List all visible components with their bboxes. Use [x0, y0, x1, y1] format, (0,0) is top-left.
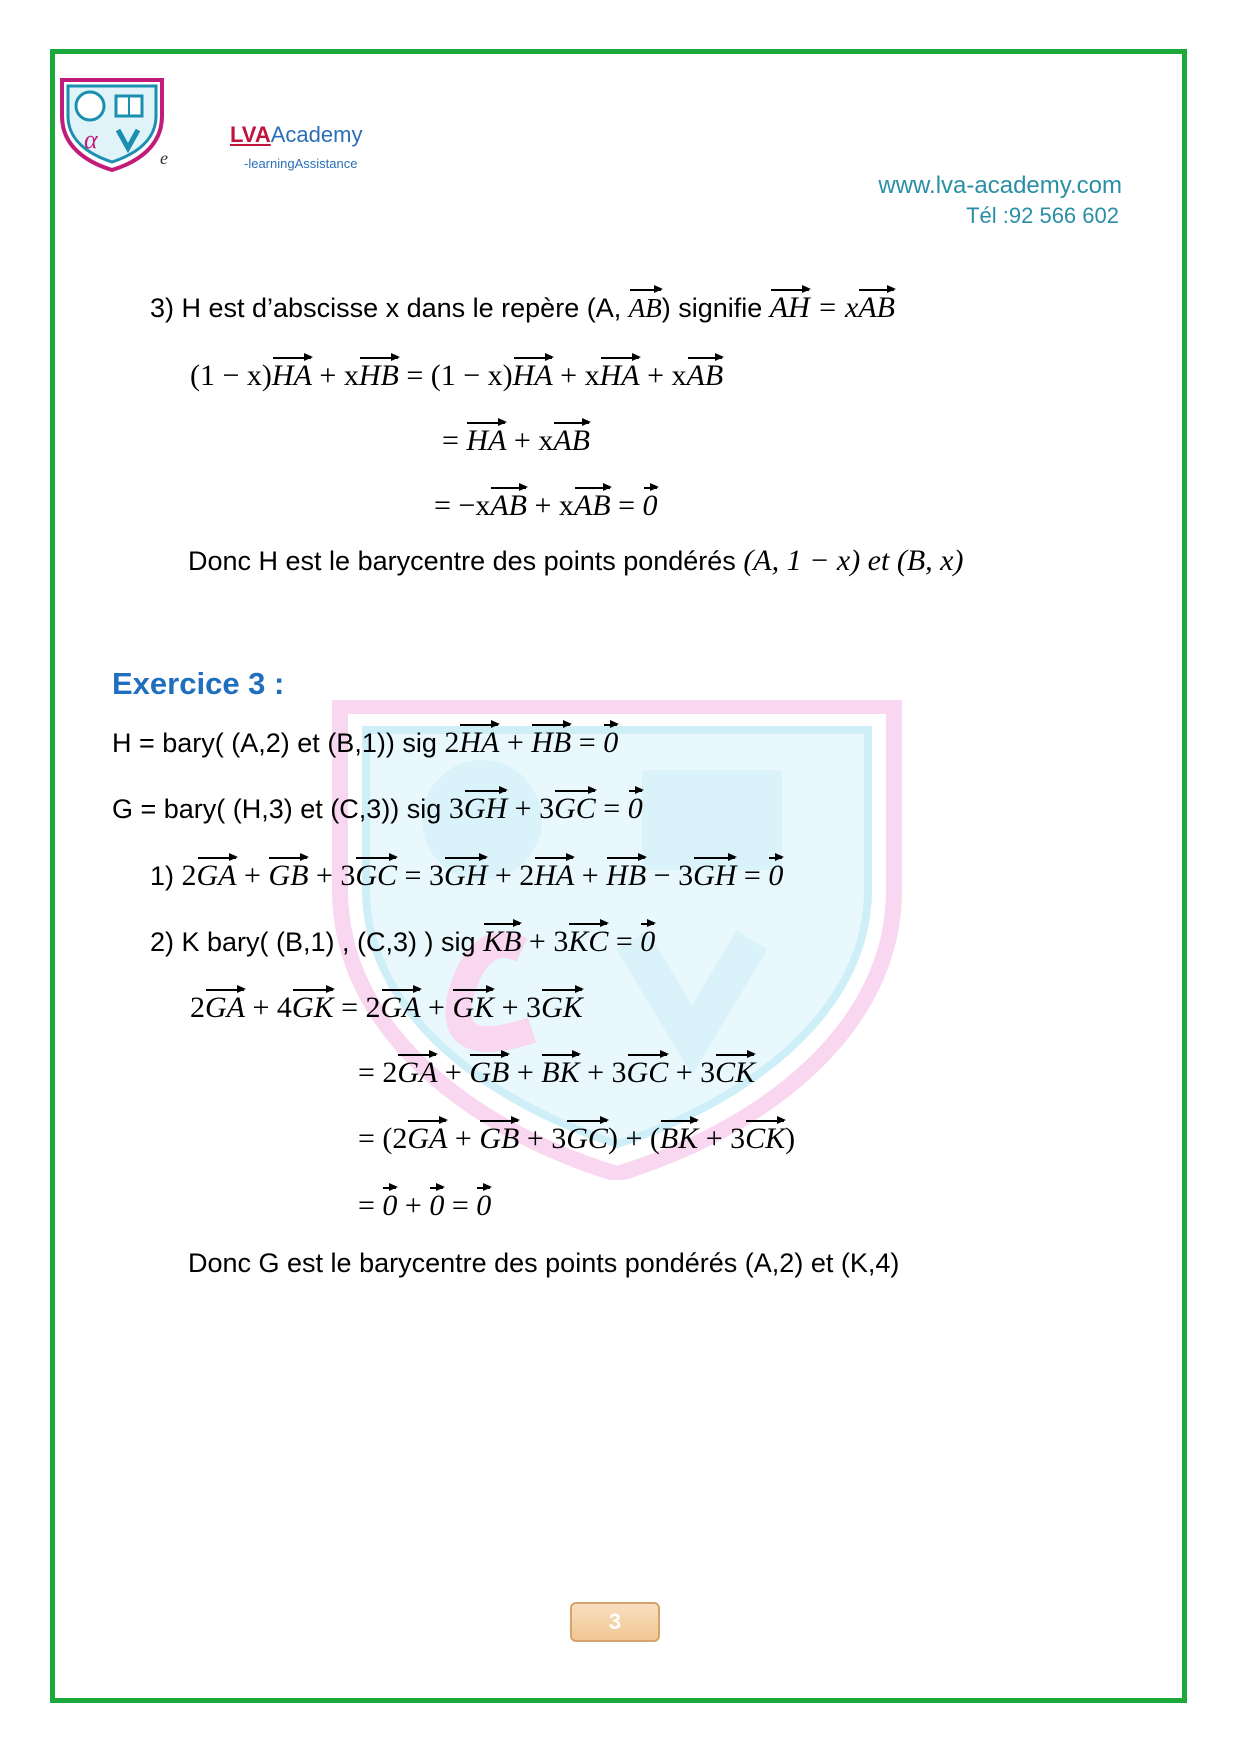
eq-part: +	[574, 859, 607, 892]
vector: 0	[643, 485, 658, 523]
eq-part: +	[437, 1056, 470, 1089]
vector: HA	[272, 355, 312, 393]
equation-line-3	[434, 485, 658, 523]
g-definition	[112, 788, 643, 826]
vector: 0	[429, 1185, 444, 1223]
eq-part: + 3	[521, 925, 569, 958]
part3-conclusion	[188, 544, 963, 578]
eq-part: + 3	[579, 1056, 627, 1089]
vector: AB	[490, 485, 527, 523]
part3-intro	[150, 287, 895, 325]
eq-part: − 3	[646, 859, 694, 892]
vector: AB	[629, 287, 662, 325]
step-line-4	[358, 1185, 491, 1223]
vector: GK	[541, 987, 583, 1025]
vector: HA	[513, 355, 553, 393]
vector: GC	[355, 855, 397, 893]
eq-part: = 3	[397, 859, 444, 892]
question-number: 1)	[150, 861, 182, 891]
eq-part: =	[595, 792, 628, 825]
eq-part: 2	[181, 859, 197, 892]
eq-part: +	[499, 726, 532, 759]
eq-part: =	[736, 859, 769, 892]
vector: AB	[574, 485, 611, 523]
intro-mid: ) signifie	[661, 293, 770, 323]
vector: GC	[627, 1052, 669, 1090]
vector: AH	[770, 287, 810, 325]
eq-part: + x	[639, 359, 687, 392]
question-1	[150, 855, 783, 893]
vector: GA	[397, 1052, 437, 1090]
eq-part: + 3	[308, 859, 356, 892]
eq-part: =	[444, 1189, 477, 1222]
brand-tagline: -learningAssistance	[244, 156, 358, 171]
eq-part: ) + (	[607, 1122, 660, 1155]
phone-number: Tél :92 566 602	[966, 203, 1119, 228]
vector: GK	[452, 987, 494, 1025]
vector: GB	[479, 1118, 519, 1156]
step-line-1	[190, 987, 583, 1025]
eq-part: =	[571, 726, 604, 759]
page-number-badge: 3	[570, 1602, 660, 1642]
vector: HB	[359, 355, 399, 393]
eq-part: +	[236, 859, 269, 892]
eq-part: = 2	[333, 991, 381, 1024]
eq-part: + 4	[245, 991, 292, 1024]
vector: KC	[568, 921, 608, 959]
eq-part: 3	[448, 792, 464, 825]
vector: GH	[464, 788, 507, 826]
eq-part: = 2	[358, 1056, 398, 1089]
equation-line-1	[190, 355, 723, 393]
def-text: G = bary( (H,3) et (C,3)) sig	[112, 794, 449, 824]
vector: HA	[459, 722, 499, 760]
vector: HA	[600, 355, 640, 393]
eq-part: + 3	[519, 1122, 567, 1155]
eq-part: =	[608, 925, 641, 958]
vector: GA	[381, 987, 421, 1025]
eq-part: )	[785, 1122, 796, 1155]
brand-academy: Academy	[270, 122, 363, 147]
question-text: 2) K bary( (B,1) , (C,3) ) sig	[150, 927, 484, 957]
vector: GC	[566, 1118, 608, 1156]
exercise3-conclusion: Donc G est le barycentre des points pondérés (A,2) et (K,4)	[188, 1248, 900, 1278]
vector: 0	[628, 788, 643, 826]
conclusion-text: Donc H est le barycentre des points pondérés	[188, 546, 744, 576]
eq-part: + 3	[507, 792, 555, 825]
vector: AB	[553, 420, 590, 458]
brand-name	[230, 122, 362, 148]
website-link[interactable]: www.lva-academy.com	[878, 172, 1122, 199]
vector: 0	[768, 855, 783, 893]
eq-part: =	[358, 1189, 383, 1222]
eq-part: 2	[190, 991, 205, 1024]
step-line-2	[358, 1052, 755, 1090]
def-text: H = bary( (A,2) et (B,1)) sig	[112, 728, 445, 758]
eq-part: = (1 − x)	[398, 359, 513, 392]
eq-part: 2	[444, 726, 460, 759]
eq-part: + 2	[487, 859, 535, 892]
vector: 0	[640, 921, 655, 959]
eq-part: = (2	[358, 1122, 408, 1155]
eq-part: +	[420, 991, 453, 1024]
brand-lva: LVA	[230, 122, 271, 147]
logo-letter: e	[160, 148, 168, 168]
eq-part: = −x	[434, 489, 491, 522]
eq-part: +	[397, 1189, 430, 1222]
vector: KB	[483, 921, 521, 959]
vector: AB	[687, 355, 724, 393]
vector: GA	[205, 987, 245, 1025]
eq-part: + 3	[668, 1056, 716, 1089]
eq-part: =	[610, 489, 643, 522]
vector: HB	[606, 855, 646, 893]
eq-part: =	[442, 424, 467, 457]
equation-line-2	[442, 420, 590, 458]
eq-part: + 3	[698, 1122, 746, 1155]
vector: HA	[466, 420, 506, 458]
vector: 0	[476, 1185, 491, 1223]
step-line-3	[358, 1118, 795, 1156]
vector: GC	[554, 788, 596, 826]
svg-text:α: α	[84, 125, 98, 154]
conclusion-math: (A, 1 − x) et (B, x)	[743, 544, 964, 577]
vector: 0	[603, 722, 618, 760]
eq-part: + x	[527, 489, 574, 522]
vector: GB	[268, 855, 308, 893]
vector: GA	[197, 855, 237, 893]
vector: BK	[660, 1118, 698, 1156]
vector: CK	[715, 1052, 755, 1090]
eq-part: +	[509, 1056, 542, 1089]
vector: GB	[469, 1052, 509, 1090]
vector: AB	[858, 287, 895, 325]
eq-part: + x	[552, 359, 600, 392]
vector: GH	[693, 855, 736, 893]
vector: HA	[534, 855, 574, 893]
vector: HB	[531, 722, 571, 760]
eq-part: +	[447, 1122, 480, 1155]
question-2	[150, 921, 655, 959]
eq-part: + x	[506, 424, 554, 457]
h-definition	[112, 722, 618, 760]
intro-text: 3) H est d’abscisse x dans le repère (A,	[150, 293, 629, 323]
vector: GA	[407, 1118, 447, 1156]
vector: GH	[444, 855, 487, 893]
eq-part: + x	[311, 359, 359, 392]
vector: 0	[382, 1185, 397, 1223]
vector: CK	[745, 1118, 785, 1156]
exercise-heading: Exercice 3 :	[112, 666, 285, 701]
eq-part: (1 − x)	[190, 359, 272, 392]
vector: GK	[292, 987, 334, 1025]
lva-logo-icon	[58, 76, 166, 172]
eq-part: + 3	[494, 991, 542, 1024]
vector: BK	[541, 1052, 579, 1090]
eq-part: = x	[817, 291, 859, 324]
